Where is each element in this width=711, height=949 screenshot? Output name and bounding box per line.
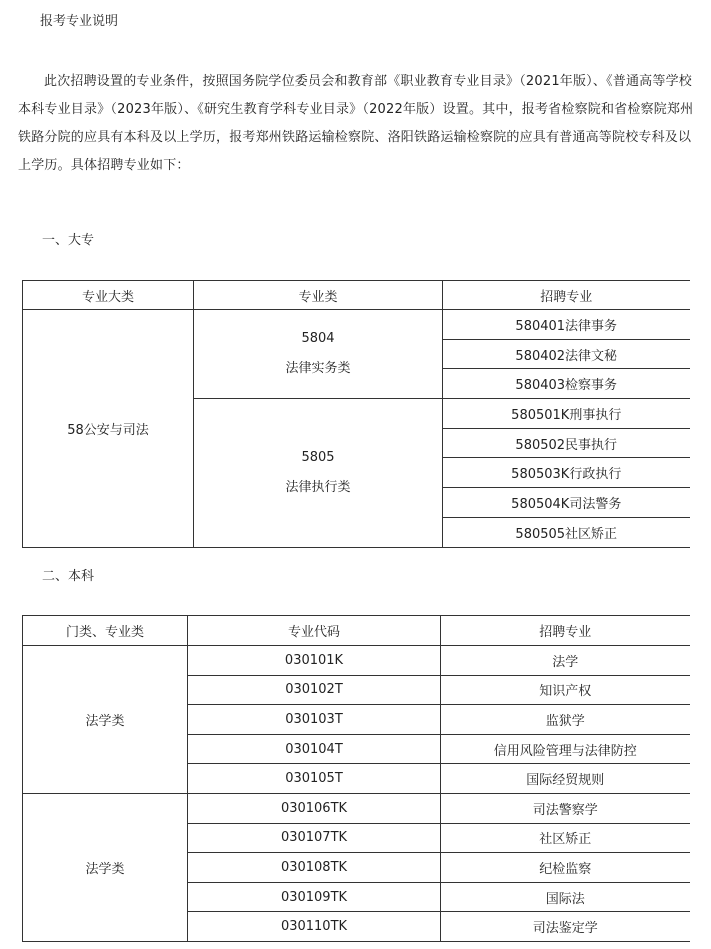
intro-paragraph: 此次招聘设置的专业条件，按照国务院学位委员会和教育部《职业教育专业目录》（2021年版）、《普通高等学校本科专业目录》（2023年版）、《研究生教育学科专业目录》（2022年版）设置。其中，报考省检察院和省检察院郑州铁路分院的应具有本科及以上学历，报考郑州铁路运输检察院、洛阳铁路运输检察院的应具有普通高等院校专科及以上学历。具体招聘专业如下：: [18, 74, 694, 173]
major-cell: 司法鉴定学: [441, 912, 690, 942]
major-category-cell: 58公安与司法: [23, 310, 194, 548]
major-cell: 国际法: [441, 882, 690, 912]
major-code-cell: 030102T: [188, 675, 441, 705]
discipline-category-cell: 法学类: [23, 646, 188, 794]
major-cell: 580402法律文秘: [443, 339, 690, 369]
section-heading-undergraduate: 二、本科: [42, 569, 95, 584]
table-row: [23, 310, 690, 340]
junior-college-table: [22, 280, 690, 548]
major-code-cell: 030106TK: [188, 793, 441, 823]
major-class-cell: [194, 399, 443, 547]
major-cell: 580505社区矫正: [443, 517, 690, 547]
major-cell: 580503K行政执行: [443, 458, 690, 488]
major-class-code: 5805: [301, 449, 335, 465]
column-header: 专业代码: [188, 616, 441, 646]
major-class-name: 法律实务类: [285, 361, 351, 377]
column-header: 门类、专业类: [23, 616, 188, 646]
major-cell: 580501K刑事执行: [443, 399, 690, 429]
column-header: 招聘专业: [443, 281, 690, 310]
table-header-row: [23, 281, 690, 310]
major-cell: 信用风险管理与法律防控: [441, 734, 690, 764]
major-class-name: 法律执行类: [285, 479, 351, 495]
column-header: 招聘专业: [441, 616, 690, 646]
major-code-cell: 030105T: [188, 764, 441, 794]
table-row: [23, 646, 690, 676]
major-cell: 580502民事执行: [443, 428, 690, 458]
major-cell: 580504K司法警务: [443, 488, 690, 518]
major-code-cell: 030107TK: [188, 823, 441, 853]
table-row: [23, 793, 690, 823]
undergraduate-table: [22, 615, 690, 942]
major-cell: 国际经贸规则: [441, 764, 690, 794]
page-title: 报考专业说明: [40, 14, 119, 29]
major-code-cell: 030109TK: [188, 882, 441, 912]
major-class-cell: [194, 310, 443, 399]
major-code-cell: 030104T: [188, 734, 441, 764]
major-class-code: 5804: [301, 331, 335, 347]
major-cell: 法学: [441, 646, 690, 676]
major-cell: 知识产权: [441, 675, 690, 705]
major-code-cell: 030103T: [188, 705, 441, 735]
major-cell: 580401法律事务: [443, 310, 690, 340]
major-cell: 社区矫正: [441, 823, 690, 853]
major-code-cell: 030108TK: [188, 853, 441, 883]
section-heading-junior-college: 一、大专: [42, 233, 95, 248]
major-cell: 监狱学: [441, 705, 690, 735]
major-cell: 纪检监察: [441, 853, 690, 883]
column-header: 专业类: [194, 281, 443, 310]
major-cell: 司法警察学: [441, 793, 690, 823]
major-cell: 580403检察事务: [443, 369, 690, 399]
major-code-cell: 030110TK: [188, 912, 441, 942]
major-code-cell: 030101K: [188, 646, 441, 676]
column-header: 专业大类: [23, 281, 194, 310]
discipline-category-cell: 法学类: [23, 793, 188, 941]
table-header-row: [23, 616, 690, 646]
